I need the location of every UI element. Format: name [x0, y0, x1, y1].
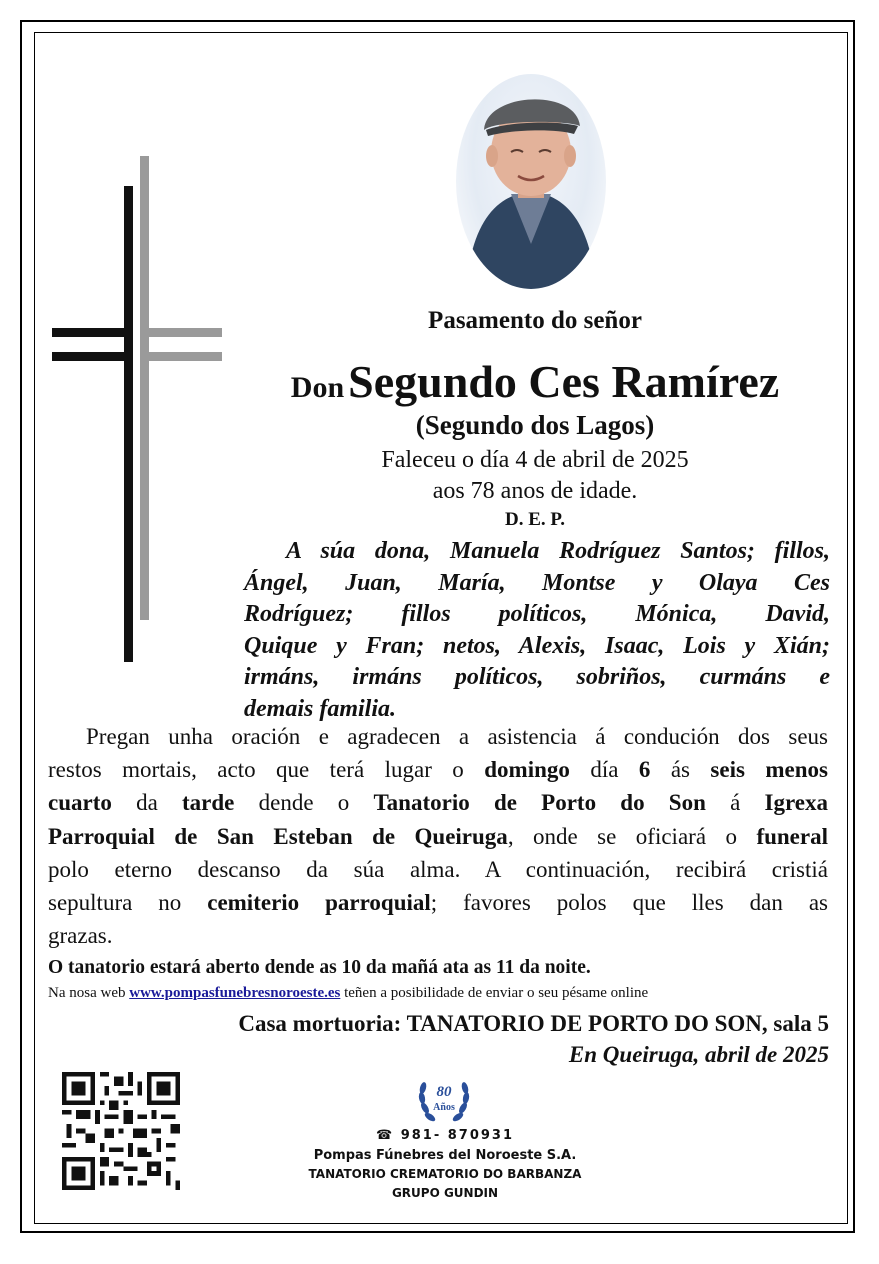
opening-hours: O tanatorio estará aberto dende as 10 da mañá ata as 11 da noite. [48, 957, 591, 978]
crematorium-name: TANATORIO CREMATORIO DO BARBANZA [308, 1167, 582, 1181]
phone-line [330, 1128, 560, 1143]
ceremony-paragraph [48, 720, 828, 952]
nickname: (Segundo dos Lagos) [415, 410, 655, 440]
deceased-photo [456, 74, 606, 289]
rip-text: D. E. P. [504, 509, 565, 530]
honorific: Don [290, 371, 345, 404]
family-list [244, 536, 830, 726]
anniversary-logo [416, 1068, 472, 1130]
web-notice: Na nosa web www.pompasfunebresnoroeste.es teñen a posibilidade de enviar o seu pésame online [48, 985, 649, 1001]
logo-number: 80 [436, 1084, 452, 1100]
phone-icon: ☎ [375, 1128, 395, 1143]
group-name: GRUPO GUNDIN [391, 1186, 499, 1200]
mortuary-text: Casa mortuoria: TANATORIO DE PORTO DO SON, sala 5 [238, 1011, 829, 1036]
place-date: En Queiruga, abril de 2025 [568, 1042, 829, 1067]
paragraph-line: sepultura no cemiterio parroquial; favores polos que lles dan as [48, 890, 829, 916]
deceased-name: Segundo Ces Ramírez [348, 356, 780, 407]
paragraph-line: Pregan unha oración e agradecen a asistencia á condución dos seus [86, 724, 828, 749]
laurel-wreath-icon [416, 1068, 472, 1130]
paragraph-line: grazas. [48, 923, 113, 949]
family-line: Rodríguez; fillos políticos, Mónica, David, [244, 601, 830, 628]
deceased-name-line [230, 355, 840, 408]
family-line: Ángel, Juan, María, Montse y Olaya Ces [244, 569, 830, 596]
company-name: Pompas Fúnebres del Noroeste S.A. [313, 1148, 577, 1163]
logo-word: Años [433, 1102, 455, 1113]
website-link[interactable]: www.pompasfunebresnoroeste.es [129, 985, 341, 1001]
cross-icon [48, 150, 228, 670]
paragraph-line: Parroquial de San Esteban de Queiruga, onde se oficiará o funeral [48, 823, 828, 849]
family-line: Quique y Fran; netos, Alexis, Isaac, Lois y Xián; [244, 632, 830, 659]
age-text: aos 78 anos de idade. [432, 478, 638, 504]
phone-number: 981- 870931 [400, 1128, 515, 1143]
family-line: irmáns, irmáns políticos, sobriños, curmáns e [244, 664, 830, 691]
intro-text: Pasamento do señor [428, 307, 642, 334]
paragraph-line: restos mortais, acto que terá lugar o domingo día 6 ás seis menos [48, 757, 828, 783]
paragraph-line: polo eterno descanso da súa alma. A continuación, recibirá cristiá [48, 856, 828, 882]
qr-code[interactable] [62, 1072, 180, 1190]
portrait-illustration [456, 74, 606, 289]
family-line: demais familia. [244, 695, 396, 722]
death-date: Faleceu o día 4 de abril de 2025 [381, 447, 689, 473]
family-line: A súa dona, Manuela Rodríguez Santos; fillos, [286, 538, 830, 564]
paragraph-line: cuarto da tarde dende o Tanatorio de Porto do Son á Igrexa [48, 790, 828, 816]
